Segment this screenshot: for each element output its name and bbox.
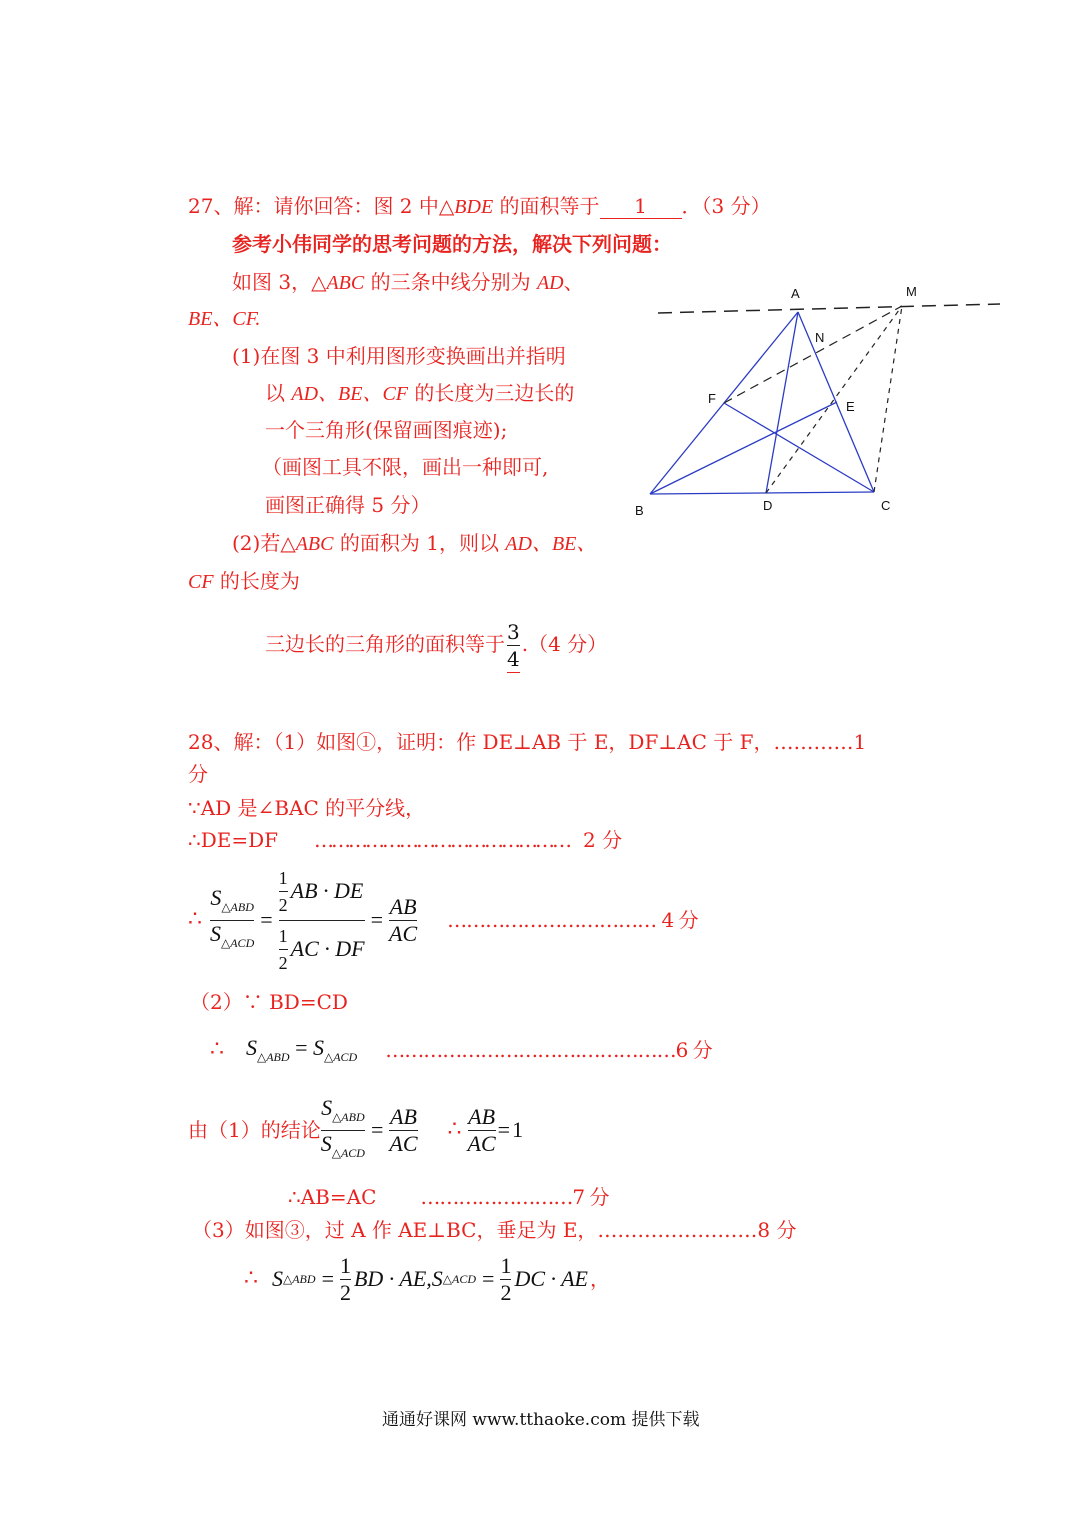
s-symbol: S — [210, 884, 222, 910]
s-symbol: S — [431, 1266, 443, 1291]
q27-p1-line5: 画图正确得 5 分） — [265, 493, 431, 517]
s-symbol: S — [312, 1035, 324, 1060]
equals-2: = — [370, 907, 384, 932]
sub-acd: △ACD — [221, 935, 255, 950]
median-ad — [766, 312, 798, 493]
label-a: A — [791, 286, 800, 301]
half-ab-de — [279, 865, 365, 921]
q27-line1-var: BDE — [454, 196, 494, 218]
q27-line4: BE、CF. — [188, 308, 261, 330]
figure-3-triangle — [630, 280, 1010, 520]
label-m: M — [906, 284, 917, 299]
half-num: 1 — [339, 1252, 351, 1278]
q27-line3-var: ABC — [326, 272, 365, 294]
bd-ae-expr: BD · AE, — [353, 1266, 432, 1291]
s-abd-expr — [272, 1253, 432, 1306]
sub-abd: △ABD — [257, 1050, 290, 1064]
p3-ratio-den — [321, 1131, 365, 1166]
q28-line3-score: 2 分 — [583, 828, 623, 852]
q27-p1-line2-vars: AD、BE、CF — [291, 383, 409, 405]
half-ac-df — [279, 921, 365, 976]
median-be — [650, 402, 837, 494]
equals: = — [289, 1035, 313, 1060]
q27-p2-line2-post: 的长度为 — [213, 569, 300, 593]
p3-pre: 由（1）的结论 — [188, 1118, 321, 1142]
answer-fraction — [505, 619, 522, 673]
q27-p2-line3 — [265, 616, 607, 673]
footer-credit: 通通好课网 www.tthaoke.com 提供下载 — [382, 1410, 700, 1430]
s-symbol: S — [210, 920, 221, 946]
q27-line3 — [232, 270, 584, 295]
q27-p1-line2 — [265, 381, 574, 406]
s-equality — [246, 1035, 357, 1065]
q28-line3-dots: ……………………………………… — [314, 828, 570, 852]
ratio-numerator — [210, 885, 254, 921]
half-4 — [500, 1253, 511, 1306]
q28-p2-line: （2）∵ BD=CD — [190, 990, 348, 1014]
q27-p2-line3-post: .（4 分） — [521, 632, 608, 656]
q27-p2-line1 — [232, 531, 596, 556]
q27-line3-sep: 、 — [563, 270, 584, 294]
q28-p3-line — [188, 1094, 524, 1162]
q27-line3-post: 的三条中线分别为 — [364, 270, 537, 294]
ratio-s-abd-s-acd — [210, 885, 254, 956]
answer-blank — [600, 194, 682, 219]
side-bc — [650, 492, 874, 494]
ac-den: AC — [389, 1130, 418, 1156]
ac-den: AC — [389, 920, 418, 946]
q27-p1-line2-post: 的长度为三边长的 — [408, 381, 575, 405]
dashed-fm — [724, 306, 902, 403]
p3-equals-2: = — [497, 1117, 511, 1142]
label-b: B — [635, 503, 644, 518]
q27-line1-post: ．（3 分） — [681, 194, 771, 218]
equals: = — [482, 1266, 495, 1291]
q27-line3-pre: 如图 3，△ — [232, 270, 327, 294]
p3-ab-ac-2 — [468, 1104, 496, 1157]
label-n: N — [815, 330, 825, 345]
q28-p4-line: （3）如图③，过 A 作 AE⊥BC，垂足为 E，……………………8 分 — [192, 1218, 797, 1242]
q28-p2-formula — [210, 1034, 712, 1066]
ab-equals-ac: ∴AB=AC — [288, 1185, 377, 1209]
p3-one: 1 — [512, 1117, 524, 1142]
half-num: 1 — [500, 1252, 512, 1278]
label-e: E — [846, 399, 855, 414]
q27-p1-line2-pre: 以 — [265, 381, 292, 405]
ab-num: AB — [390, 1103, 417, 1129]
dashed-line-through-a — [658, 304, 1000, 313]
ratio-denominator — [210, 921, 254, 956]
q27-p2-line2 — [188, 569, 300, 594]
s-symbol: S — [272, 1266, 283, 1291]
answer-blank-value: 1 — [634, 194, 647, 218]
q27-line3-var2: AD — [536, 272, 564, 294]
median-cf — [724, 403, 874, 492]
half-den: 2 — [278, 894, 288, 915]
dashed-cm — [874, 306, 902, 492]
formula-ratio-1 — [188, 862, 698, 978]
formula1-dots: …………………………… 4 分 — [447, 908, 698, 932]
label-c: C — [881, 498, 891, 513]
half-den: 2 — [278, 952, 288, 973]
q28-line1: 28、解：（1）如图①，证明：作 DE⊥AB 于 E，DF⊥AC 于 F，…………1 — [188, 730, 867, 754]
q27-p2-line3-pre: 三边长的三角形的面积等于 — [265, 632, 505, 656]
dashed-dm — [766, 306, 902, 493]
equals: = — [321, 1266, 334, 1291]
label-d: D — [763, 498, 773, 513]
q27-p1-line1: (1)在图 3 中利用图形变换画出并指明 — [232, 344, 566, 368]
ac-den: AC — [467, 1130, 496, 1156]
s-acd-expr — [432, 1253, 588, 1306]
s-symbol: S — [321, 1094, 333, 1120]
fraction-numerator: 3 — [507, 619, 520, 644]
sub-acd: △ACD — [323, 1050, 358, 1064]
equals-1: = — [260, 907, 273, 932]
sub-abd: △ABD — [283, 1271, 316, 1286]
p3-therefore: ∴ — [447, 1117, 462, 1142]
label-f: F — [708, 391, 716, 406]
therefore-symbol-4: ∴ — [244, 1266, 258, 1291]
half-num: 1 — [279, 865, 288, 892]
q27-line1-pre: 27、解：请你回答：图 2 中△ — [188, 194, 455, 218]
sub-abd: △ABD — [332, 1109, 365, 1124]
ab-num: AB — [468, 1103, 496, 1129]
ac-df-expr: AC · DF — [290, 936, 365, 961]
q28-p4-formula — [244, 1250, 610, 1308]
q27-p2-line1-var: ABC — [295, 533, 334, 555]
q28-line1b: 分 — [188, 762, 208, 786]
q27-p2-line1-pre: (2)若△ — [232, 531, 296, 555]
p3-ratio — [321, 1095, 365, 1166]
ab-de-expr: AB · DE — [290, 878, 364, 903]
ab-over-ac — [389, 894, 417, 947]
ab-num: AB — [389, 893, 417, 919]
sub-acd: △ACD — [331, 1145, 365, 1160]
p3-ratio-num — [321, 1095, 365, 1131]
s-symbol: S — [246, 1035, 257, 1060]
q28-line2: ∵AD 是∠BAC 的平分线， — [188, 796, 426, 820]
half-expression-fraction — [279, 865, 365, 976]
q27-p2-line2-var: CF — [188, 571, 214, 593]
therefore-symbol-1: ∴ — [188, 907, 202, 932]
p3-equals: = — [370, 1117, 384, 1142]
dc-ae-expr: DC · AE — [514, 1266, 588, 1291]
q28-line3 — [188, 828, 622, 852]
q27-p1-line3: 一个三角形(保留画图痕迹); — [265, 418, 508, 442]
q27-line2: 参考小伟同学的思考问题的方法，解决下列问题： — [232, 232, 672, 256]
p3-dots: ……………………7 分 — [420, 1185, 609, 1209]
half-3 — [340, 1253, 351, 1306]
half-1 — [279, 865, 288, 918]
p3-ab-ac — [389, 1104, 417, 1157]
q28-p3-result — [288, 1185, 608, 1209]
sub-acd: △ACD — [442, 1271, 477, 1286]
s-symbol: S — [320, 1130, 332, 1156]
sub-abd: △ABD — [221, 899, 254, 914]
half-2 — [279, 923, 288, 976]
q27-p2-line1-mid: 的面积为 1，则以 — [333, 531, 506, 555]
p2-dots: ………………………….……………6 分 — [385, 1038, 712, 1062]
q28-line3-pre: ∴DE=DF — [188, 828, 279, 852]
p4-comma: ， — [590, 1267, 610, 1291]
half-den: 2 — [339, 1279, 351, 1305]
q27-line1 — [188, 194, 771, 219]
half-num: 1 — [279, 923, 288, 950]
q27-line1-mid: 的面积等于 — [493, 194, 600, 218]
half-den: 2 — [500, 1279, 512, 1305]
fraction-denominator: 4 — [507, 646, 520, 671]
therefore-symbol-2: ∴ — [210, 1037, 224, 1062]
q27-p1-line4: （画图工具不限，画出一种即可, — [262, 455, 549, 479]
q27-p2-line1-vars: AD、BE、 — [505, 533, 597, 555]
